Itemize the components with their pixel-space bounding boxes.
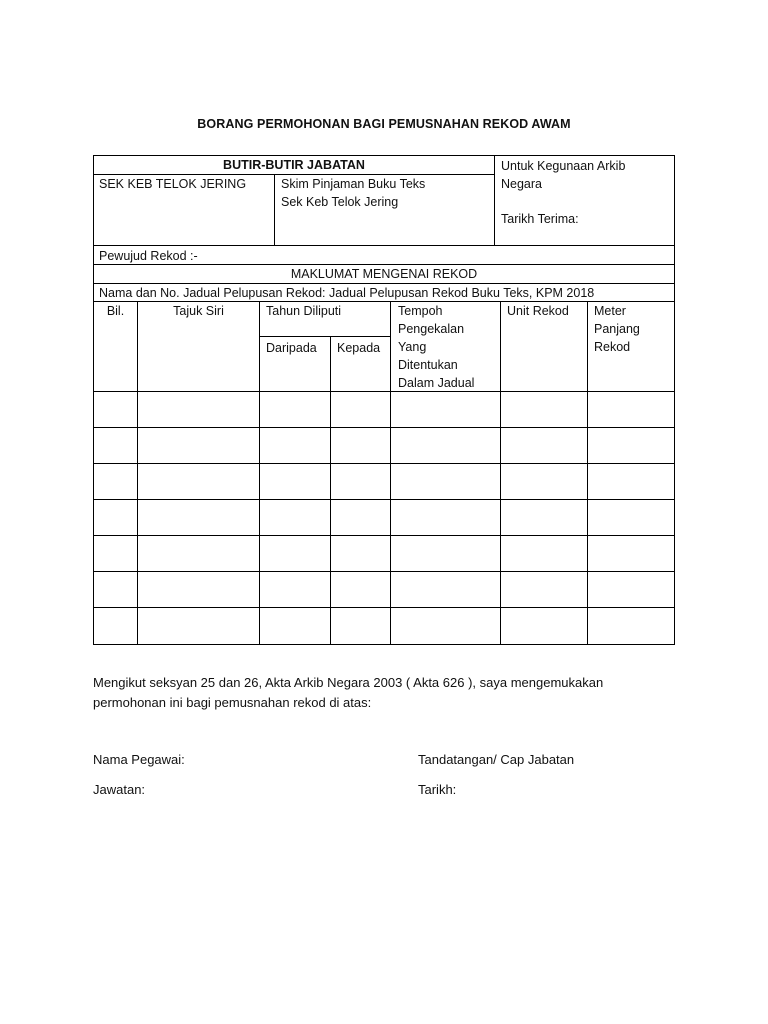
declaration-line-1: Mengikut seksyan 25 dan 26, Akta Arkib Negara 2003 ( Akta 626 ), saya mengemukakan [93,675,604,690]
records-info-header: MAKLUMAT MENGENAI REKOD [290,267,478,281]
record-series-line-2: Sek Keb Telok Jering [281,195,399,209]
col-header-tempoh-4: Ditentukan [398,358,458,372]
col-header-tahun-diliputi: Tahun Diliputi [266,304,342,318]
col-header-tempoh-5: Dalam Jadual [398,376,475,390]
officer-name-label: Nama Pegawai: [93,752,185,767]
schedule-line: Nama dan No. Jadual Pelupusan Rekod: Jadual Pelupusan Rekod Buku Teks, KPM 2018 [99,286,595,300]
grid-line [137,301,138,645]
col-header-daripada: Daripada [266,341,317,355]
archive-use-line-2: Negara [501,177,542,191]
grid-line [260,336,390,337]
declaration-line-2: permohonan ini bagi pemusnahan rekod di atas: [93,695,372,710]
grid-line [259,301,260,645]
grid-line [500,301,501,645]
col-header-tempoh-3: Yang [398,340,427,354]
col-header-meter-1: Meter [594,304,626,318]
col-header-meter-2: Panjang [594,322,640,336]
date-label: Tarikh: [418,782,457,797]
col-header-unit-rekod: Unit Rekod [507,304,569,318]
date-received-label: Tarikh Terima: [501,212,579,226]
col-header-tajuk-siri: Tajuk Siri [173,304,224,318]
col-header-tempoh-2: Pengekalan [398,322,465,336]
grid-line [494,155,495,246]
position-label: Jawatan: [93,782,146,797]
form-title: BORANG PERMOHONAN BAGI PEMUSNAHAN REKOD AWAM [197,117,571,131]
grid-line [587,301,588,645]
record-series-line-1: Skim Pinjaman Buku Teks [281,177,426,191]
col-header-meter-3: Rekod [594,340,631,354]
grid-line [330,336,331,645]
col-header-tempoh-1: Tempoh [398,304,443,318]
col-header-kepada: Kepada [337,341,381,355]
grid-line [93,245,675,246]
grid-line [93,155,94,645]
dept-details-header: BUTIR-BUTIR JABATAN [223,158,365,172]
school-name: SEK KEB TELOK JERING [99,177,247,191]
col-header-bil: Bil. [106,304,125,318]
record-creator-label: Pewujud Rekod :- [99,249,198,263]
grid-line [274,174,275,246]
archive-use-line-1: Untuk Kegunaan Arkib [501,159,626,173]
signature-stamp-label: Tandatangan/ Cap Jabatan [418,752,575,767]
grid-line [674,155,675,645]
grid-line [390,301,391,645]
